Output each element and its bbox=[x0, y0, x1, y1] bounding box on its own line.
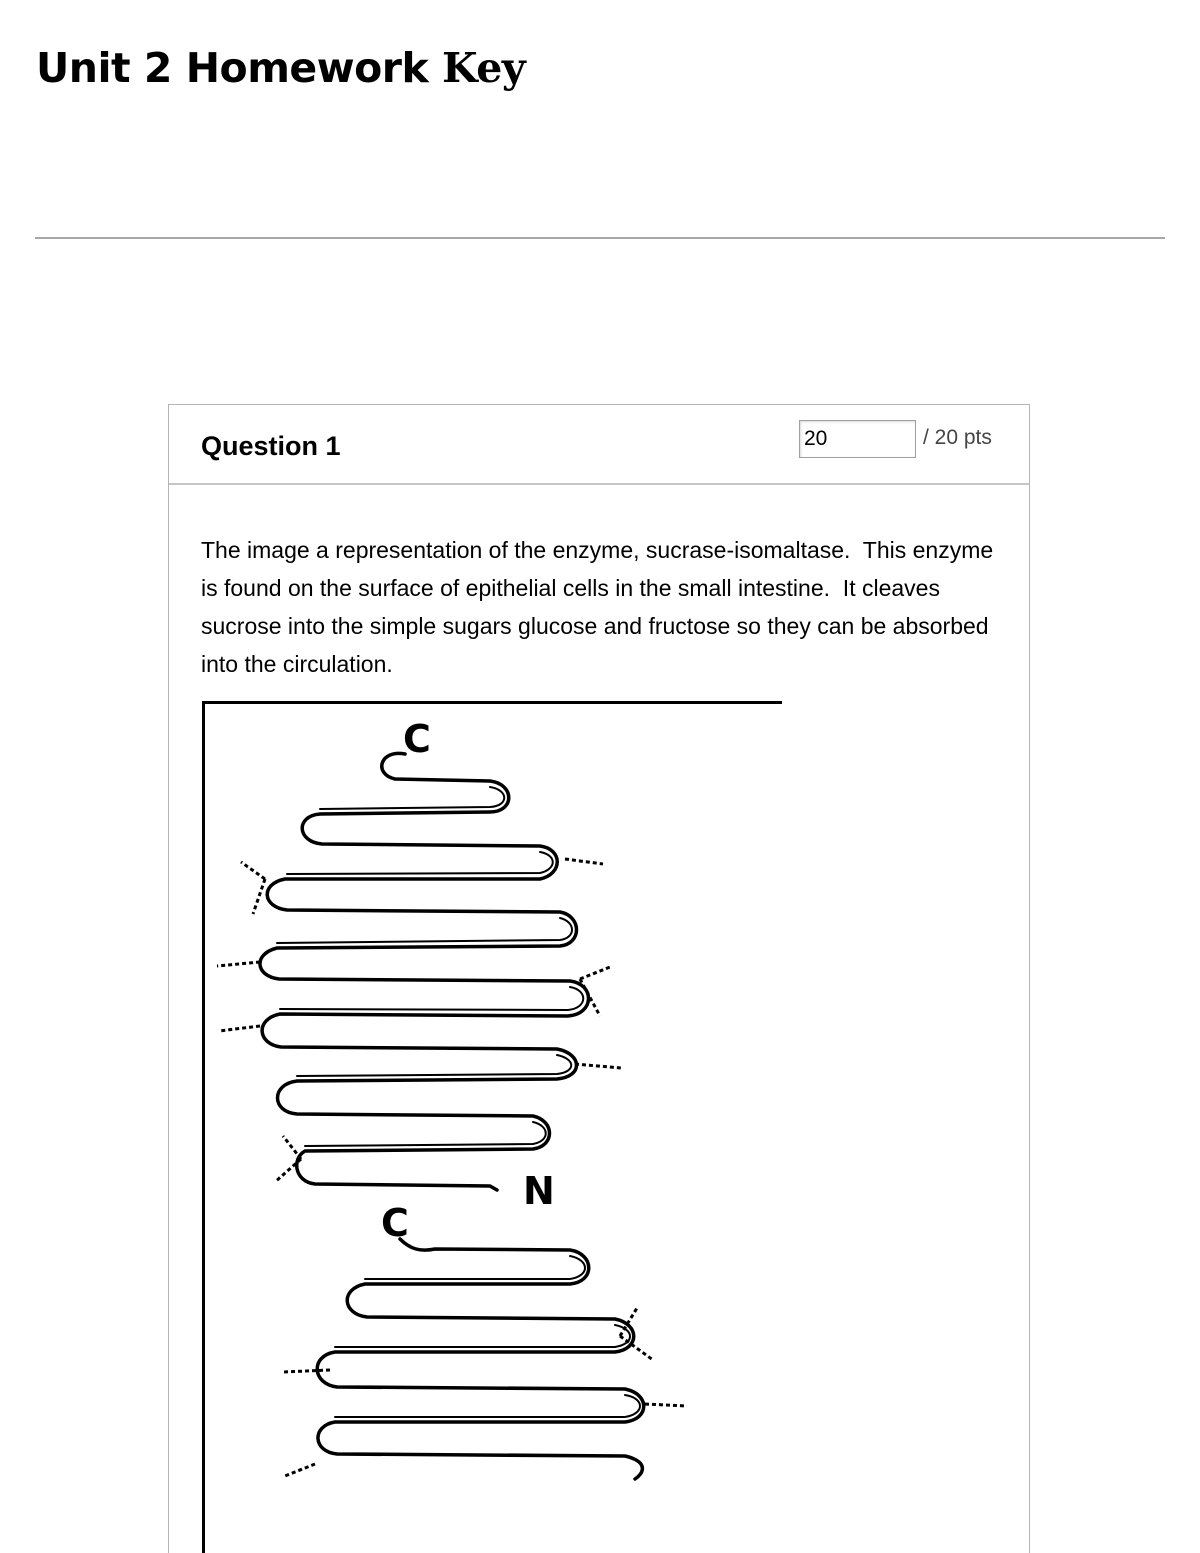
label-c-lower: C bbox=[381, 1201, 409, 1245]
page-title bbox=[36, 44, 525, 93]
question-card bbox=[168, 404, 1030, 1553]
label-c-top: C bbox=[403, 717, 431, 761]
enzyme-diagram-svg bbox=[205, 704, 782, 1553]
question-title: Question 1 bbox=[201, 431, 341, 461]
label-n: N bbox=[523, 1169, 555, 1213]
title-divider bbox=[35, 237, 1165, 239]
score-input[interactable] bbox=[799, 420, 916, 458]
enzyme-diagram bbox=[202, 701, 782, 1553]
page-title-key: Key bbox=[442, 44, 526, 92]
question-text: The image a representation of the enzyme, sucrase-isomaltase. This enzyme is found on the surface of epithelial cells in the small intestine. It cleaves sucrose into the simple sugars glucose and fructose so they can be absorbed into the circulation. bbox=[201, 537, 1000, 677]
points-total: / 20 pts bbox=[923, 426, 992, 449]
protein-chain-upper bbox=[260, 753, 589, 1190]
protein-chain-lower bbox=[317, 1239, 644, 1479]
glycan-branches-lower bbox=[283, 1308, 687, 1476]
question-header bbox=[169, 405, 1029, 485]
page-title-main: Unit 2 Homework bbox=[36, 44, 429, 92]
